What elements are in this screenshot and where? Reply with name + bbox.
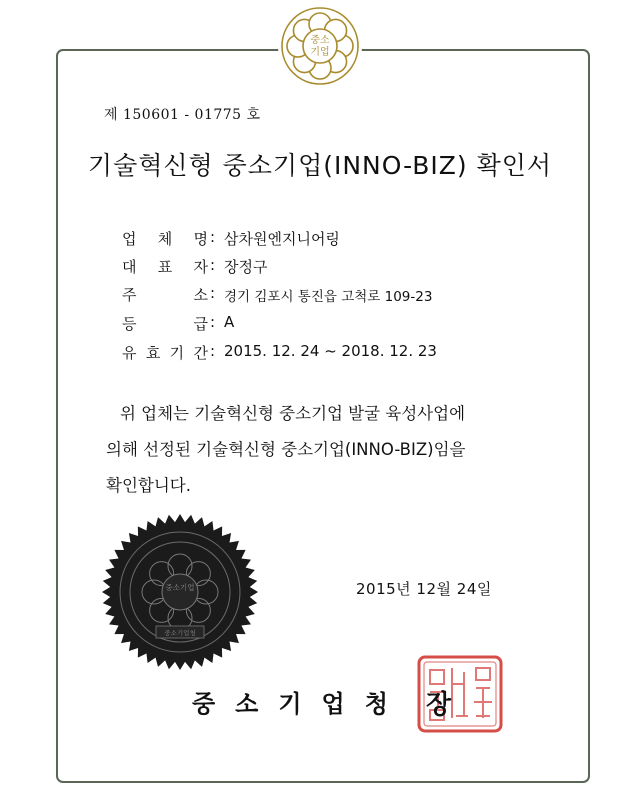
representative-value: 장정구 <box>224 258 268 276</box>
issue-date: 2015년 12월 24일 <box>356 580 492 598</box>
statement-line: 의해 선정된 기술혁신형 중소기업(INNO-BIZ)임을 <box>106 440 466 459</box>
statement-line: 확인합니다. <box>106 476 191 495</box>
address-label: 주 소 <box>122 286 208 304</box>
statement-line: 위 업체는 기술혁신형 중소기업 발굴 육성사업에 <box>120 404 466 423</box>
official-seal-icon <box>100 512 260 672</box>
grade-value: A <box>224 313 235 331</box>
page-title: 기술혁신형 중소기업(INNO-BIZ) 확인서 <box>87 151 553 180</box>
representative-label: 대 표 자 <box>122 258 208 276</box>
colon: : <box>210 256 216 274</box>
colon: : <box>210 284 216 302</box>
company-name-value: 삼차원엔지니어링 <box>224 230 340 248</box>
validity-value: 2015. 12. 24 ~ 2018. 12. 23 <box>224 342 437 360</box>
emblem-icon <box>278 4 362 88</box>
validity-label: 유 효 기 간 <box>122 344 208 362</box>
grade-label: 등 급 <box>122 315 208 333</box>
svg-text:기업: 기업 <box>310 47 330 58</box>
certificate-number: 제 150601 - 01775 호 <box>104 107 261 123</box>
svg-text:중소: 중소 <box>310 35 330 46</box>
certificate-statement <box>106 396 536 504</box>
seal-bottom-text: 중소기업청 <box>164 629 196 637</box>
colon: : <box>210 228 216 246</box>
issuer-name: 중소기업청 <box>192 690 408 718</box>
issuer-suffix: 장 <box>426 690 452 720</box>
colon: : <box>210 342 216 360</box>
address-value: 경기 김포시 통진읍 고척로 109-23 <box>224 289 433 305</box>
company-name-label: 업 체 명 <box>122 230 208 248</box>
colon: : <box>210 313 216 331</box>
seal-center-text: 중소기업 <box>165 583 195 592</box>
